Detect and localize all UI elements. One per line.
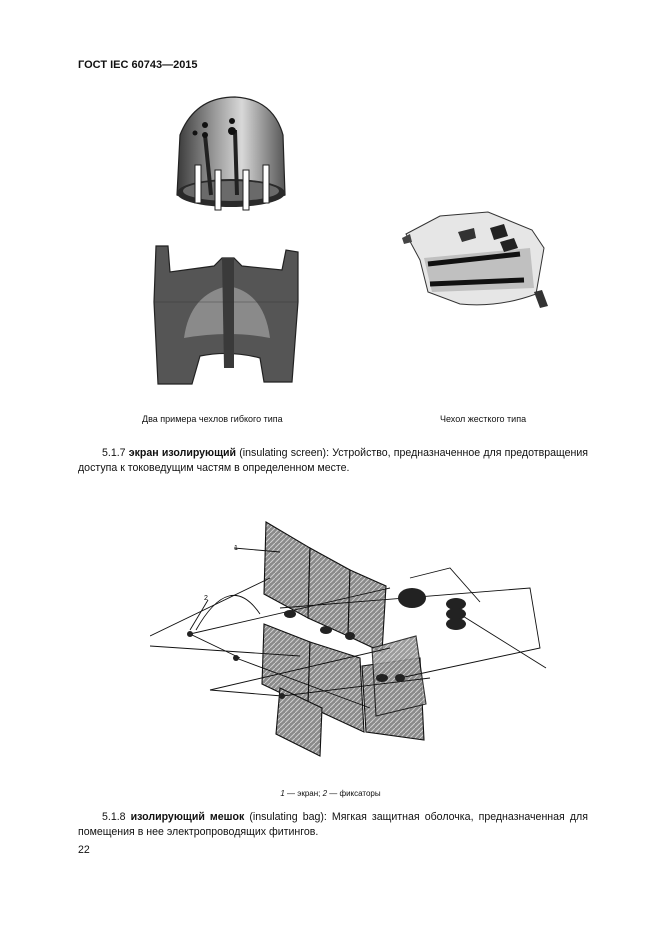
term: экран изолирующий bbox=[128, 447, 237, 459]
definition: Мягкая защитная оболочка, предназначенная для помещения в нее электропроводящих фитингов. bbox=[78, 811, 588, 838]
page-number: 22 bbox=[78, 844, 90, 856]
figure-legend bbox=[0, 789, 661, 798]
rigid-cover-caption: Чехол жесткого типа bbox=[440, 414, 527, 424]
legend-num-1: 1 bbox=[280, 789, 285, 798]
section-5-1-8 bbox=[78, 810, 588, 840]
document-header: ГОСТ IEC 60743—2015 bbox=[78, 59, 198, 71]
insulating-screen-illustration bbox=[150, 518, 550, 780]
term-english: (insulating bag): bbox=[249, 811, 327, 823]
section-5-1-7 bbox=[78, 446, 588, 476]
label-1: 1 bbox=[234, 545, 238, 552]
legend-text-1: — экран; bbox=[284, 789, 323, 798]
flexible-cover-dome-image bbox=[165, 95, 295, 220]
section-number: 5.1.8 bbox=[102, 811, 126, 823]
legend-text-2: — фиксаторы bbox=[327, 789, 381, 798]
section-number: 5.1.7 bbox=[102, 447, 126, 459]
term: изолирующий мешок bbox=[130, 811, 245, 823]
definition: Устройство, предназначенное для предотвращения доступа к токоведущим частям в определенном месте. bbox=[78, 447, 589, 474]
term-english: (insulating screen): bbox=[239, 447, 330, 459]
legend-num-2: 2 bbox=[322, 789, 328, 798]
flexible-cover-bell-image bbox=[152, 242, 302, 387]
rigid-cover-image bbox=[400, 208, 555, 318]
label-2: 2 bbox=[204, 595, 208, 602]
flexible-cover-caption: Два примера чехлов гибкого типа bbox=[142, 414, 283, 424]
